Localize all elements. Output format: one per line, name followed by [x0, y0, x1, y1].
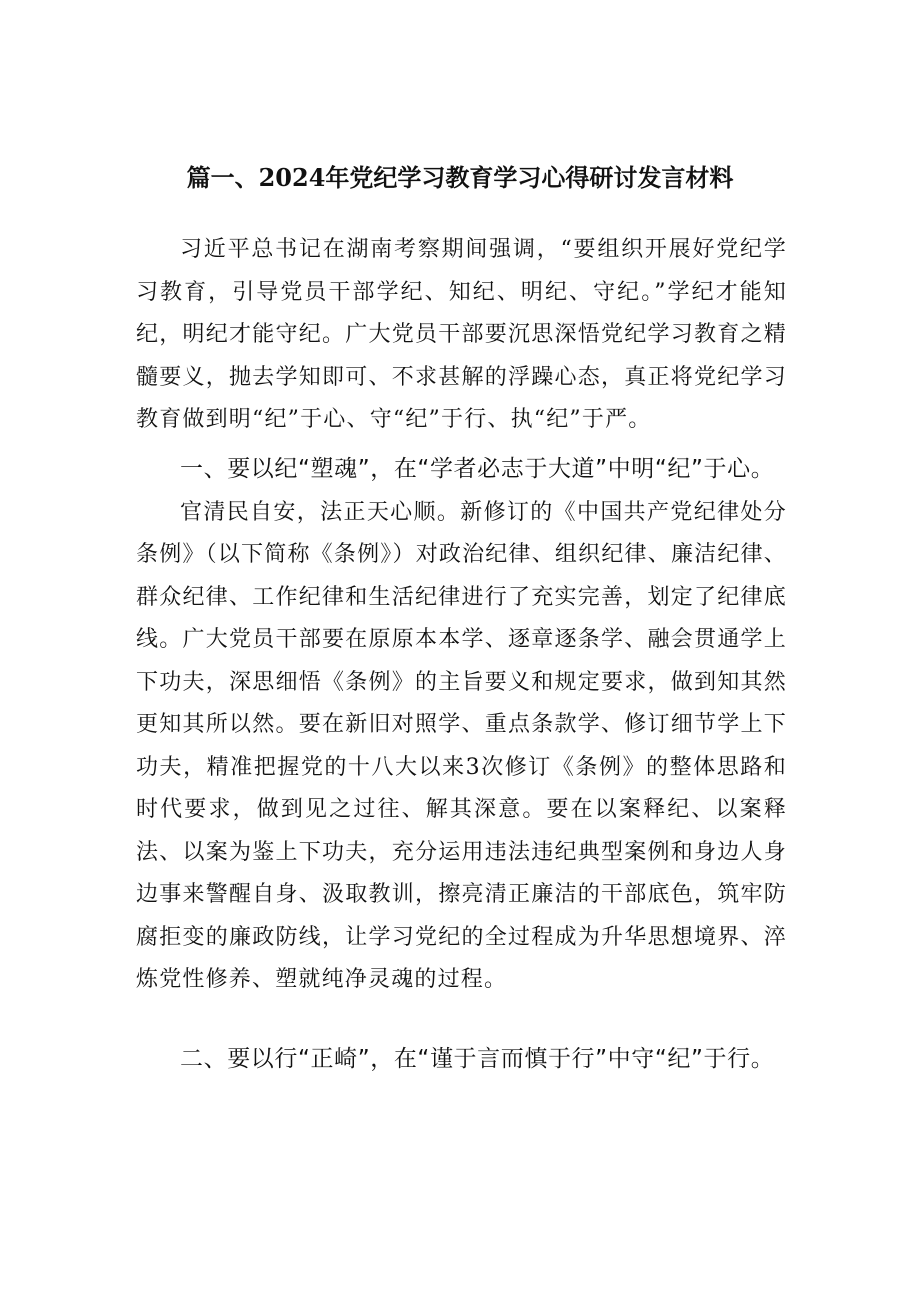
- document-title: 篇一、2024年党纪学习教育学习心得研讨发言材料: [186, 163, 734, 192]
- intro-paragraph: 习近平总书记在湖南考察期间强调，“要组织开展好党纪学习教育，引导党员干部学纪、知纪、明纪、守纪。”学纪才能知纪，明纪才能守纪。广大党员干部要沉思深悟党纪学习教育之精髓要义，抛去学知即可、不求甚解的浮躁心态，真正将党纪学习教育做到明“纪”于心、守“纪”于行、执“纪”于严。: [136, 237, 787, 432]
- section-2-heading: 二、要以行“正崎”，在“谨于言而慎于行”中守“纪”于行。: [180, 1045, 775, 1072]
- section-1-heading: 一、要以纪“塑魂”，在“学者必志于大道”中明“纪”于心。: [180, 455, 775, 482]
- document-body: [136, 229, 787, 1080]
- section-1-body: 官清民自安，法正天心顺。新修订的《中国共产党纪律处分条例》（以下简称《条例》）对政治纪律、组织纪律、廉洁纪律、群众纪律、工作纪律和生活纪律进行了充实完善，划定了纪律底线。广大党员干部要在原原本本学、逐章逐条学、融会贯通学上下功夫，深思细悟《条例》的主旨要义和规定要求，做到知其然更知其所以然。要在新旧对照学、重点条款学、修订细节学上下功夫，精准把握党的十八大以来3次修订《条例》的整体思路和时代要求，做到见之过往、解其深意。要在以案释纪、以案释法、以案为鉴上下功夫，充分运用违法违纪典型案例和身边人身边事来警醒自身、汲取教训，擦亮清正廉洁的干部底色，筑牢防腐拒变的廉政防线，让学习党纪的全过程成为升华思想境界、淬炼党性修养、塑就纯净灵魂的过程。: [136, 499, 787, 992]
